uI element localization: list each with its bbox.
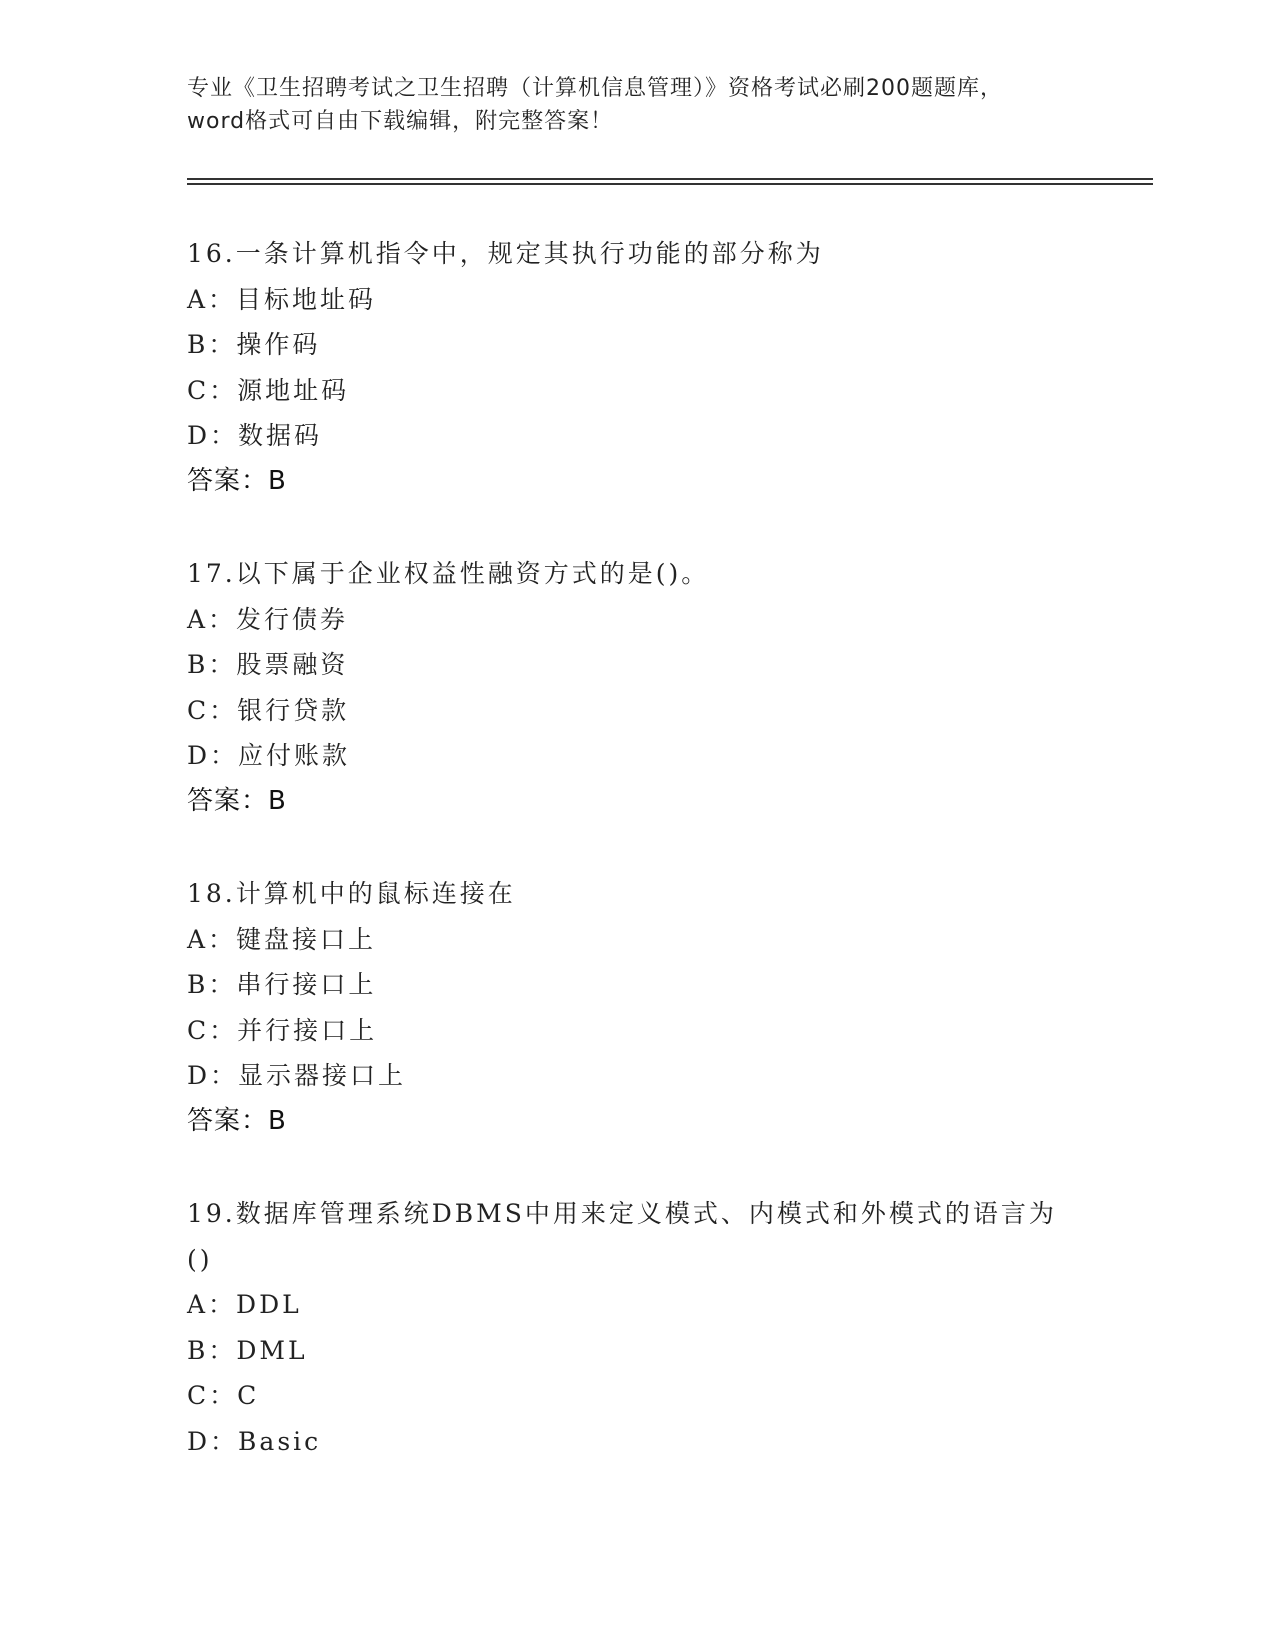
question-17 xyxy=(187,551,1087,824)
answer-line: 答案：B xyxy=(187,785,287,816)
question-16 xyxy=(187,231,1087,504)
question-stem: 18.计算机中的鼠标连接在 xyxy=(187,879,516,908)
header-divider-top xyxy=(187,178,1153,180)
header-divider-bottom xyxy=(187,183,1153,185)
option-b: B：DML xyxy=(187,1335,308,1365)
answer-line: 答案：B xyxy=(187,465,287,496)
option-b: B：股票融资 xyxy=(187,650,349,679)
question-stem-continued: () xyxy=(187,1244,213,1274)
option-d: D：数据码 xyxy=(187,421,323,450)
option-d: D：显示器接口上 xyxy=(187,1061,407,1090)
option-a: A：目标地址码 xyxy=(187,284,377,314)
question-stem: 17.以下属于企业权益性融资方式的是()。 xyxy=(187,559,710,588)
question-18 xyxy=(187,871,1087,1144)
option-b: B：串行接口上 xyxy=(187,970,377,999)
answer-line: 答案：B xyxy=(187,1105,287,1136)
header-line-1: 专业《卫生招聘考试之卫生招聘（计算机信息管理）》资格考试必刷200题题库， xyxy=(187,76,1003,101)
option-d: D：应付账款 xyxy=(187,741,351,770)
document-header xyxy=(187,72,1087,138)
option-a: A：键盘接口上 xyxy=(187,924,377,954)
header-line-2: word格式可自由下载编辑，附完整答案！ xyxy=(187,109,614,134)
option-b: B：操作码 xyxy=(187,330,321,359)
option-c: C：银行贷款 xyxy=(187,695,350,725)
option-c: C：源地址码 xyxy=(187,375,350,405)
option-c: C：C xyxy=(187,1381,260,1410)
option-c: C：并行接口上 xyxy=(187,1015,378,1045)
option-a: A：发行债券 xyxy=(187,604,349,634)
question-19 xyxy=(187,1191,1087,1464)
question-stem: 16.一条计算机指令中，规定其执行功能的部分称为 xyxy=(187,239,824,268)
question-stem: 19.数据库管理系统DBMS中用来定义模式、内模式和外模式的语言为 xyxy=(187,1199,1057,1228)
option-a: A：DDL xyxy=(187,1290,302,1319)
option-d: D：Basic xyxy=(187,1426,322,1456)
